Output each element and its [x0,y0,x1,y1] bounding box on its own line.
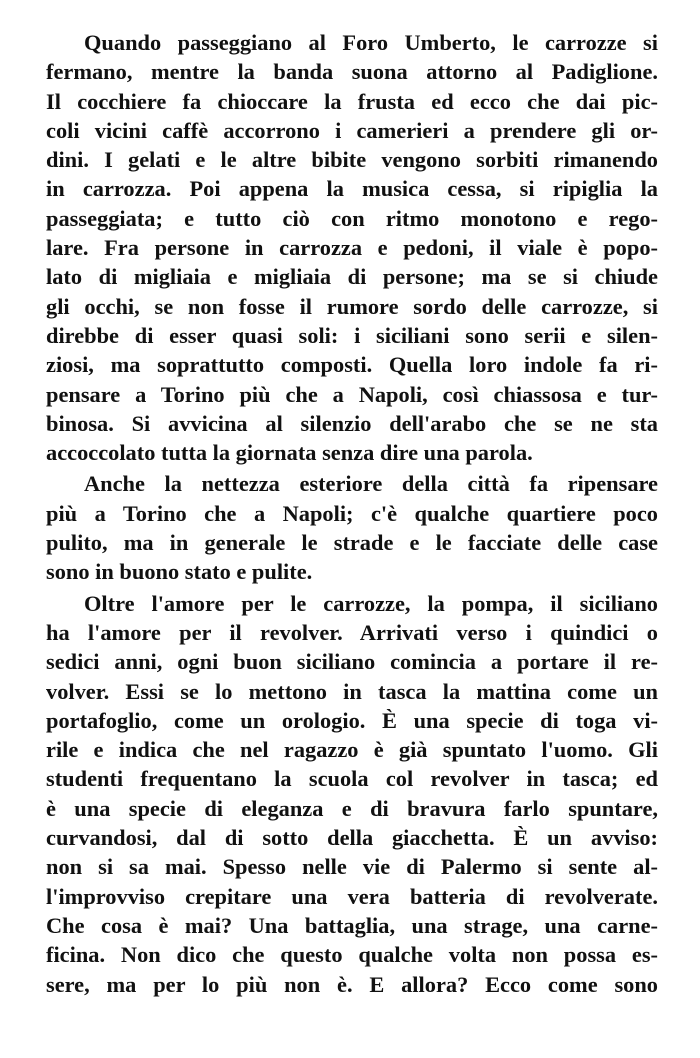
text-line: volver. Essi se lo mettono in tasca la mattina come un [46,678,658,704]
text-line: pensare a Torino più che a Napoli, così chiassosa e tur- [46,381,658,407]
document-page [46,28,658,999]
text-line: in carrozza. Poi appena la musica cessa, si ripiglia la [46,176,658,202]
paragraph-carrozze [46,28,658,467]
text-line: studenti frequentano la scuola col revolver in tasca; ed [46,766,658,792]
text-line: dini. I gelati e le altre bibite vengono sorbiti rimanendo [46,147,658,173]
text-line: gli occhi, se non fosse il rumore sordo delle carrozze, si [46,293,658,319]
text-line: è una specie di eleganza e di bravura farlo spuntare, [46,795,658,821]
text-line: pulito, ma in generale le strade e le facciate delle case [46,530,658,556]
text-line: lare. Fra persone in carrozza e pedoni, il viale è popo- [46,235,658,261]
text-line: Il cocchiere fa chioccare la frusta ed ecco che dai pic- [46,88,658,114]
text-line: Anche la nettezza esteriore della città fa ripensare [84,471,658,497]
text-line: l'improvviso crepitare una vera batteria di revolverate. [46,883,658,909]
text-line: passeggiata; e tutto ciò con ritmo monotono e rego- [46,205,658,231]
text-line: binosa. Si avvicina al silenzio dell'arabo che se ne sta [46,410,658,436]
paragraph-revolver [46,589,658,999]
text-line: accoccolato tutta la giornata senza dire una parola. [46,440,533,466]
text-line: sono in buono stato e pulite. [46,559,313,585]
text-line: direbbe di esser quasi soli: i siciliani sono serii e silen- [46,322,658,348]
text-line: ziosi, ma soprattutto composti. Quella loro indole fa ri- [46,352,658,378]
text-line: Quando passeggiano al Foro Umberto, le carrozze si [84,30,658,55]
text-line: rile e indica che nel ragazzo è già spuntato l'uomo. Gli [46,737,658,763]
text-line: lato di migliaia e migliaia di persone; ma se si chiude [46,264,658,290]
text-line: portafoglio, come un orologio. È una specie di toga vi- [46,707,658,733]
text-line: fermano, mentre la banda suona attorno al Padiglione. [46,59,658,85]
text-line: curvandosi, dal di sotto della giacchetta. È un avviso: [46,825,658,851]
text-line: Oltre l'amore per le carrozze, la pompa, il siciliano [84,590,658,616]
text-line: sere, ma per lo più non è. E allora? Ecco come sono [46,971,658,997]
paragraph-nettezza [46,469,658,586]
text-line: coli vicini caffè accorrono i camerieri a prendere gli or- [46,117,658,143]
text-line: ficina. Non dico che questo qualche volta non possa es- [46,942,658,968]
text-line: non si sa mai. Spesso nelle vie di Palermo si sente al- [46,854,658,880]
text-line: ha l'amore per il revolver. Arrivati verso i quindici o [46,619,658,645]
text-line: sedici anni, ogni buon siciliano comincia a portare il re- [46,649,658,675]
text-line: più a Torino che a Napoli; c'è qualche quartiere poco [46,500,658,526]
text-line: Che cosa è mai? Una battaglia, una strage, una carne- [46,912,658,938]
